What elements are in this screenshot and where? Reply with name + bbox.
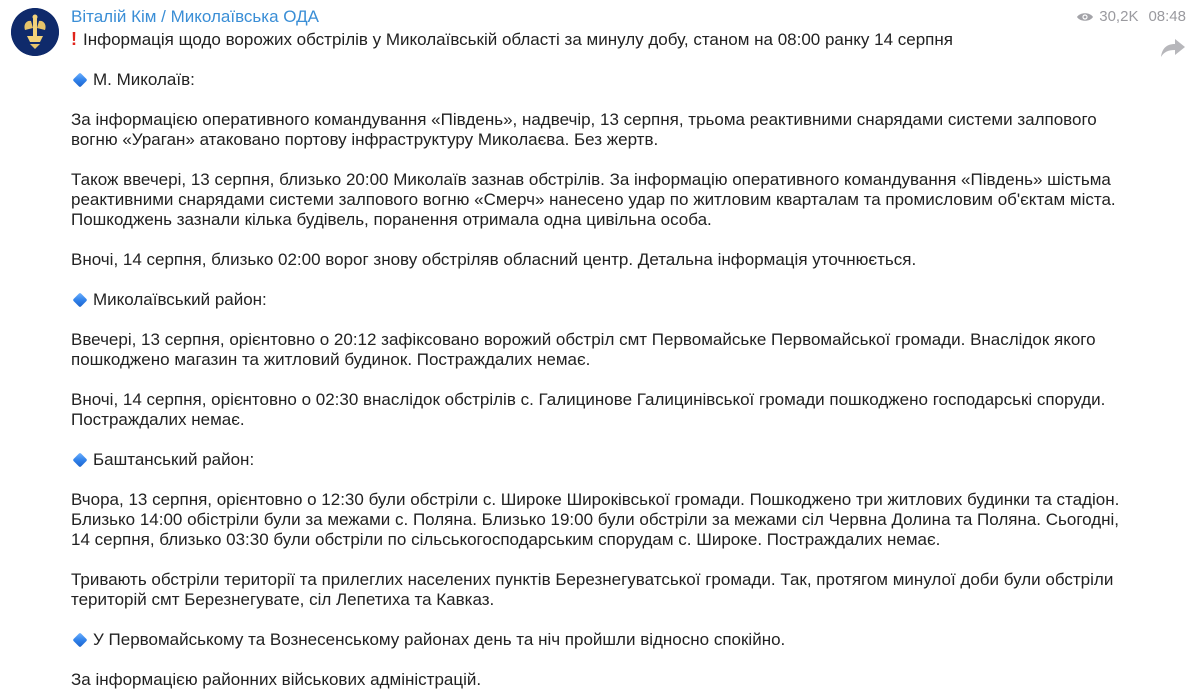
paragraph: За інформацією оперативного командування «Південь», надвечір, 13 серпня, трьома реактивними снарядами системи залпового вогню «Ураган» атаковано портову інфраструктуру Миколаєва. Без жертв. <box>71 110 1097 149</box>
eye-icon <box>1076 11 1094 23</box>
paragraph: Вночі, 14 серпня, орієнтовно о 02:30 внаслідок обстрілів с. Галицинове Галицинівської громади пошкоджено господарські споруди. Постраждалих немає. <box>71 390 1106 429</box>
paragraph: Вчора, 13 серпня, орієнтовно о 12:30 були обстріли с. Широке Широківської громади. Пошкоджено три житлових будинки та стадіон. Близько 14:00 обістріли були за межами с. Поляна. Близько 19:00 були обстріли за межами сіл Червна Долина та Поляна. Сьогодні, 14 серпня, близько 03:30 були обстріли по сільськогосподарським спорудам с. Широке. Постраждалих немає. <box>71 490 1120 549</box>
exclamation-icon: ! <box>71 29 77 49</box>
section-title: Баштанський район: <box>71 450 1131 470</box>
message-time: 08:48 <box>1148 8 1186 25</box>
blue-diamond-icon <box>73 293 88 308</box>
trident-coat-of-arms-icon <box>11 8 59 56</box>
paragraph: Ввечері, 13 серпня, орієнтовно о 20:12 зафіксовано ворожий обстріл смт Первомайське Первомайської громади. Внаслідок якого пошкоджено магазин та житловий будинок. Постраждалих немає. <box>71 330 1096 369</box>
view-count: 30,2K <box>1099 8 1139 25</box>
message-body <box>71 29 1131 696</box>
message-meta <box>1076 8 1186 26</box>
paragraph: Тривають обстріли території та прилеглих населених пунктів Березнегуватської громади. Так, протягом минулої доби були обстріли територій смт Березнегувате, сіл Лепетиха та Кавказ. <box>71 570 1114 609</box>
paragraph: Також ввечері, 13 серпня, близько 20:00 Миколаїв зазнав обстрілів. За інформацію оперативного командування «Південь» шістьма реактивними снарядами системи залпового вогню «Смерч» нанесено удар по житловим кварталам та промисловим об'єктам міста. Пошкоджень зазнали кілька будівель, поранення отримала одна цивільна особа. <box>71 170 1116 229</box>
share-icon[interactable] <box>1160 36 1186 60</box>
section-title: У Первомайському та Вознесенському районах день та ніч пройшли відносно спокійно. <box>71 630 1131 650</box>
channel-avatar[interactable] <box>11 8 59 56</box>
post-footer: За інформацією районних військових адміністрацій. <box>71 670 482 689</box>
section-title: М. Миколаїв: <box>71 70 1131 90</box>
blue-diamond-icon <box>73 73 88 88</box>
paragraph: Вночі, 14 серпня, близько 02:00 ворог знову обстріляв обласний центр. Детальна інформація уточнюється. <box>71 250 917 269</box>
blue-diamond-icon <box>73 633 88 648</box>
section-title: Миколаївський район: <box>71 290 1131 310</box>
blue-diamond-icon <box>73 453 88 468</box>
channel-author[interactable]: Віталій Кім / Миколаївська ОДА <box>71 7 319 26</box>
post-headline: ! Інформація щодо ворожих обстрілів у Миколаївській області за минулу добу, станом на 08:00 ранку 14 серпня <box>71 29 953 49</box>
